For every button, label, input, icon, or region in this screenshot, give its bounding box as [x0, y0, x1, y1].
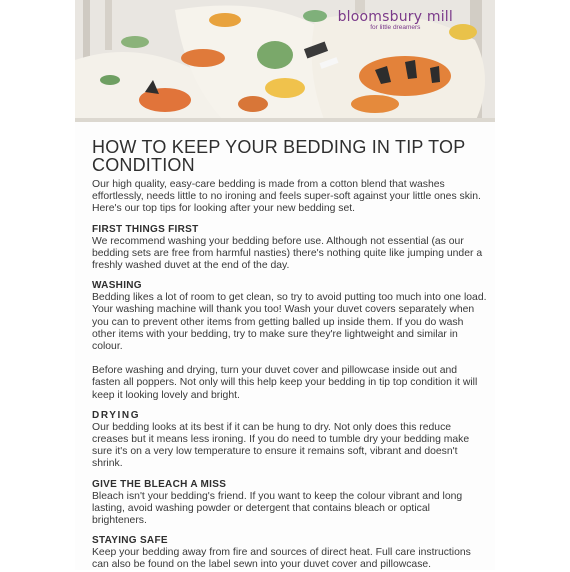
brand-tagline: for little dreamers: [370, 24, 421, 31]
paragraph-washing-2: Before washing and drying, turn your duvet cover and pillowcase inside out and fasten all poppers. Not only will this help keep your bedding in tip top condition it will keep it looking lovely and bright.: [92, 365, 478, 401]
page-title: HOW TO KEEP YOUR BEDDING IN TIP TOP CONDITION: [92, 137, 466, 175]
care-guide-page: [75, 0, 495, 570]
heading-first-things-first: FIRST THINGS FIRST: [92, 223, 199, 235]
paragraph-drying: Our bedding looks at its best if it can be hung to dry. Not only does this reduce creases but it means less ironing. If you do need to tumble dry your bedding make sure it's on a very low temperature to ensure it remains soft, vibrant and doesn't shrink.: [92, 421, 470, 470]
heading-washing: WASHING: [92, 280, 142, 292]
heading-staying-safe: STAYING SAFE: [92, 535, 168, 547]
paragraph-staying-safe: Keep your bedding away from fire and sources of direct heat. Full care instructions can also be found on the label sewn into your duvet cover and pillowcase.: [92, 547, 471, 571]
hero-photo: [75, 0, 495, 122]
heading-drying: DRYING: [92, 409, 141, 421]
paragraph-washing-1: Bedding likes a lot of room to get clean, so try to avoid putting too much into one load. Your washing machine will thank you too! Wash your duvet covers separately when you can to prevent other items from getting balled up inside them. If you do wash other items with your bedding, try to make sure they're lightweight and similar in colour.: [92, 292, 487, 353]
brand-name: bloomsbury mill: [337, 9, 453, 25]
heading-bleach: GIVE THE BLEACH A MISS: [92, 478, 227, 490]
paragraph-bleach: Bleach isn't your bedding's friend. If you want to keep the colour vibrant and long lasting, avoid washing powder or detergent that contains bleach or optical brighteners.: [92, 490, 463, 527]
intro-paragraph: Our high quality, easy-care bedding is made from a cotton blend that washes effortlessly, needs little to no ironing and feels super-soft against your little ones skin. Here's our top tips for looking after your new bedding set.: [92, 179, 481, 215]
brand-logo: [338, 9, 453, 32]
paragraph-first-things-first: We recommend washing your bedding before use. Although not essential (as our bedding sets are free from harmful nasties) there's nothing quite like jumping under a freshly washed duvet at the end of the day.: [92, 235, 483, 272]
article-body: [92, 138, 487, 572]
